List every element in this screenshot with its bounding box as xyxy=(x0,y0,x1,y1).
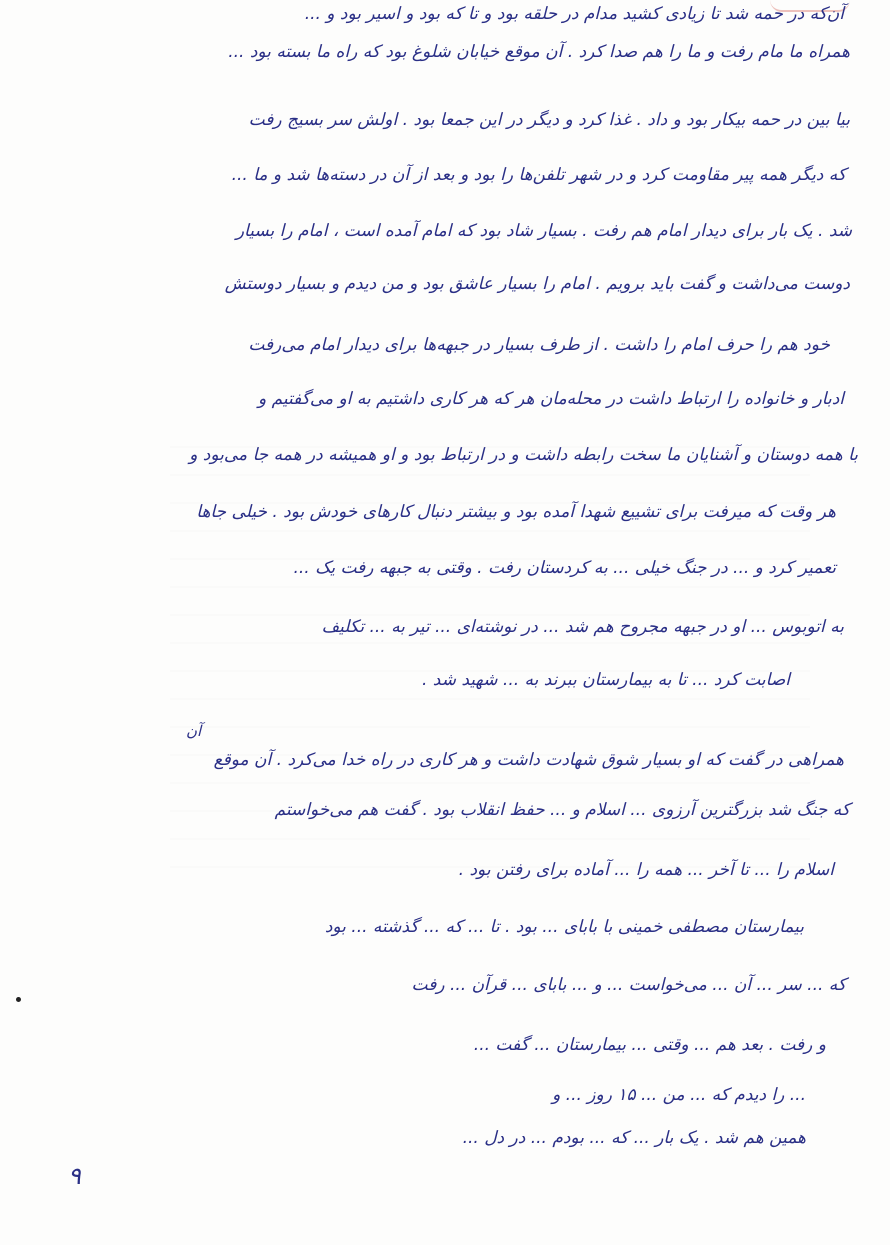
text-line: اسلام را ... تا آخر ... همه را ... آماده برای رفتن بود . xyxy=(458,860,834,880)
text-line: همین هم شد . یک بار ... که ... بودم ... در دل ... xyxy=(462,1128,806,1148)
text-line: و رفت . بعد هم ... وقتی ... بیمارستان ... گفت ... xyxy=(473,1035,826,1055)
text-line: ادبار و خانواده را ارتباط داشت در محله‌مان هر که هر کاری داشتیم به او می‌گفتیم و xyxy=(257,389,844,409)
text-line: بیمارستان مصطفی خمینی با بابای ... بود . تا ... که ... گذشته ... بود xyxy=(324,917,804,937)
text-line: هر وقت که میرفت برای تشییع شهدا آمده بود و بیشتر دنبال کارهای خودش بود . خیلی جاها xyxy=(196,502,836,522)
text-line: همراه ما مام رفت و ما را هم صدا کرد . آن موقع خیابان شلوغ بود که راه ما بسته بود ... xyxy=(228,42,850,62)
text-line: به اتوبوس ... او در جبهه مجروح هم شد ... در نوشته‌ای ... تیر به ... تکلیف xyxy=(321,617,844,637)
text-line: که جنگ شد بزرگترین آرزوی ... اسلام و ... حفظ انقلاب بود . گفت هم می‌خواستم xyxy=(274,800,850,820)
text-line: شد . یک بار برای دیدار امام هم رفت . بسیار شاد بود که امام آمده است ، امام را بسیار xyxy=(235,221,852,241)
text-line: دوست می‌داشت و گفت باید برویم . امام را بسیار عاشق بود و من دیدم و بسیار دوستش xyxy=(224,274,850,294)
text-line: تعمیر کرد و ... در جنگ خیلی ... به کردستان رفت . وقتی به جبهه رفت یک ... xyxy=(293,558,836,578)
text-line: خود هم را حرف امام را داشت . از طرف بسیار در جبهه‌ها برای دیدار امام می‌رفت xyxy=(248,335,830,355)
text-line: بیا بین در حمه بیکار بود و داد . غذا کرد و دیگر در این جمعا بود . اولش سر بسیج رفت xyxy=(248,110,850,130)
text-line: آن‌که در حمه شد تا زیادی کشید مدام در حلقه بود و تا که بود و اسیر بود و ... xyxy=(304,4,844,24)
text-line: اصابت کرد ... تا به بیمارستان ببرند به ... شهید شد . xyxy=(422,670,790,690)
text-line: با همه دوستان و آشنایان ما سخت رابطه داشت و در ارتباط بود و او همیشه در همه جا می‌بود و xyxy=(189,445,858,465)
ink-dot xyxy=(16,997,21,1002)
text-line: همراهی در گفت که او بسیار شوق شهادت داشت و هر کاری در راه خدا می‌کرد . آن موقع xyxy=(213,750,844,770)
margin-note: آن xyxy=(186,722,202,740)
text-line: که ... سر ... آن ... می‌خواست ... و ... بابای ... قرآن ... رفت xyxy=(411,975,846,995)
text-line: که دیگر همه پیر مقاومت کرد و در شهر تلفن‌ها را بود و بعد از آن در دسته‌ها شد و ما ... xyxy=(231,165,846,185)
text-line: ... را دیدم که ... من ... ۱۵ روز ... و xyxy=(552,1085,806,1105)
page-number: ۹ xyxy=(68,1162,81,1190)
